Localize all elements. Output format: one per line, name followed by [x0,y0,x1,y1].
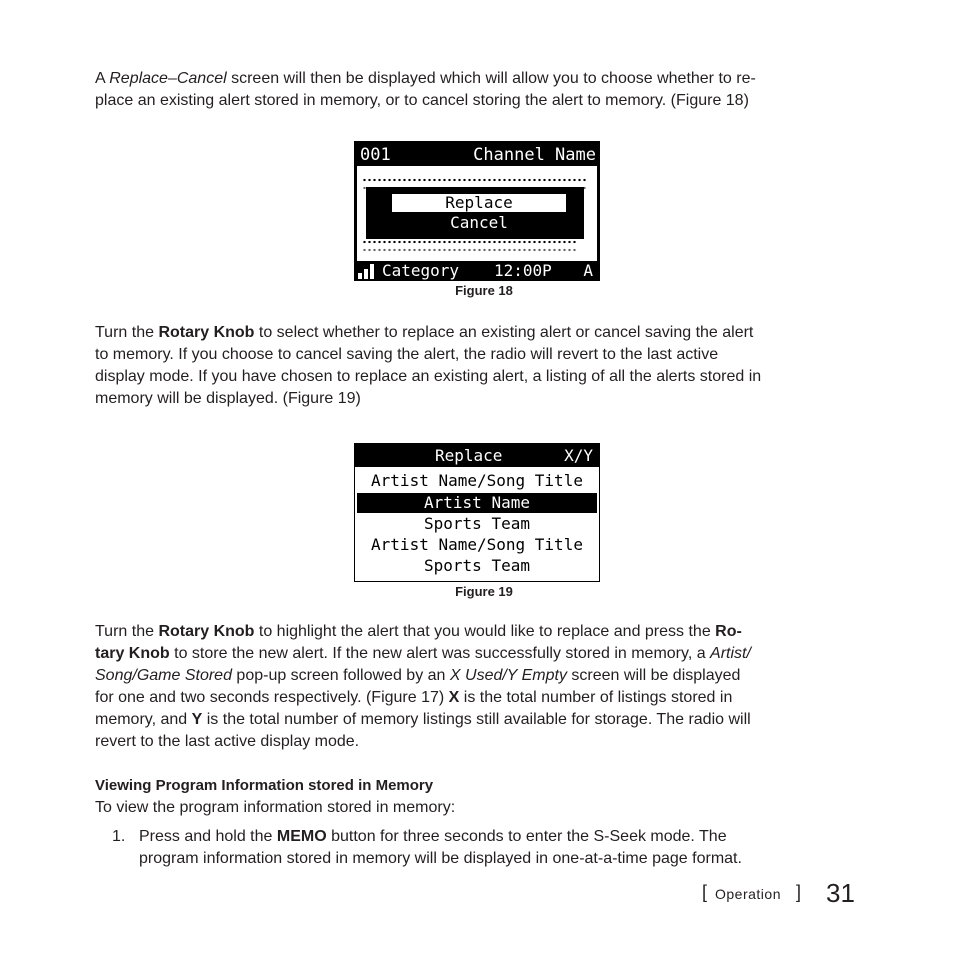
figure-18-caption: Figure 18 [455,283,513,298]
dotted-artist-line [362,178,587,182]
status-bar [358,261,596,281]
list-item[interactable]: Sports Team [424,514,530,533]
section-heading: Viewing Program Information stored in Memory [95,777,434,794]
signal-strength-icon [358,264,378,279]
alert-indicator: A [583,261,593,280]
list-item[interactable]: Sports Team [424,556,530,575]
step-1-text: Press and hold the MEMO button for three seconds to enter the S-Seek mode. The program information stored in memory will be displayed in one-at-a-time page format. [139,828,742,867]
page-number: 31 [826,878,855,908]
time-display: 12:00P [494,261,552,280]
footer-bracket-close: ] [796,882,802,902]
footer-bracket-open: [ [702,882,708,902]
list-title: Replace [435,446,503,465]
rotary-knob-paragraph: Turn the Rotary Knob to select whether to replace an existing alert or cancel saving the alert to memory. If you choose to cancel saving the alert, the radio will revert to the last active display mode. If you have chosen to replace an existing alert, a listing of all the alerts stored in memory will be displayed. (Figure 19) [95,324,762,407]
dotted-song-line [362,240,577,244]
figure-19-replace-list-screen [354,443,600,582]
list-item-selected[interactable]: Artist Name [357,493,597,513]
xy-count: X/Y [564,446,593,465]
replace-option[interactable]: Replace [392,194,566,212]
section-intro: To view the program information stored in memory: [95,799,456,816]
intro-paragraph: A Replace–Cancel screen will then be displayed which will allow you to choose whether to re- place an existing alert stored in memory, or to cancel storing the alert to memory. (Figure 18) [95,70,756,109]
channel-header [360,144,596,166]
figure-19-caption: Figure 19 [455,584,513,599]
highlight-alert-paragraph: Turn the Rotary Knob to highlight the alert that you would like to replace and press the Ro- tary Knob to store the new alert. If the new alert was successfully stored in memory, a Artist/ Song/Game Stored pop-up screen followed by an X Used/Y Empty screen will be displayed for one and two seconds respectively. (Figure 17) X is the total number of listings stored in memory, and Y is the total number of memory listings still available for storage. The radio will revert to the last active display mode. [95,623,751,750]
channel-name: Channel Name [473,145,596,165]
cancel-option[interactable]: Cancel [450,213,508,232]
figure-18-replace-cancel-screen [354,141,600,281]
list-item[interactable]: Artist Name/Song Title [371,535,583,554]
list-item[interactable]: Artist Name/Song Title [371,471,583,490]
dotted-song-line-lower [362,248,577,252]
replace-cancel-popup [366,187,584,239]
channel-number: 001 [360,145,391,165]
category-label: Category [382,261,460,280]
step-number: 1. [112,828,126,845]
footer-section-label: Operation [715,886,781,902]
list-header [355,444,599,467]
